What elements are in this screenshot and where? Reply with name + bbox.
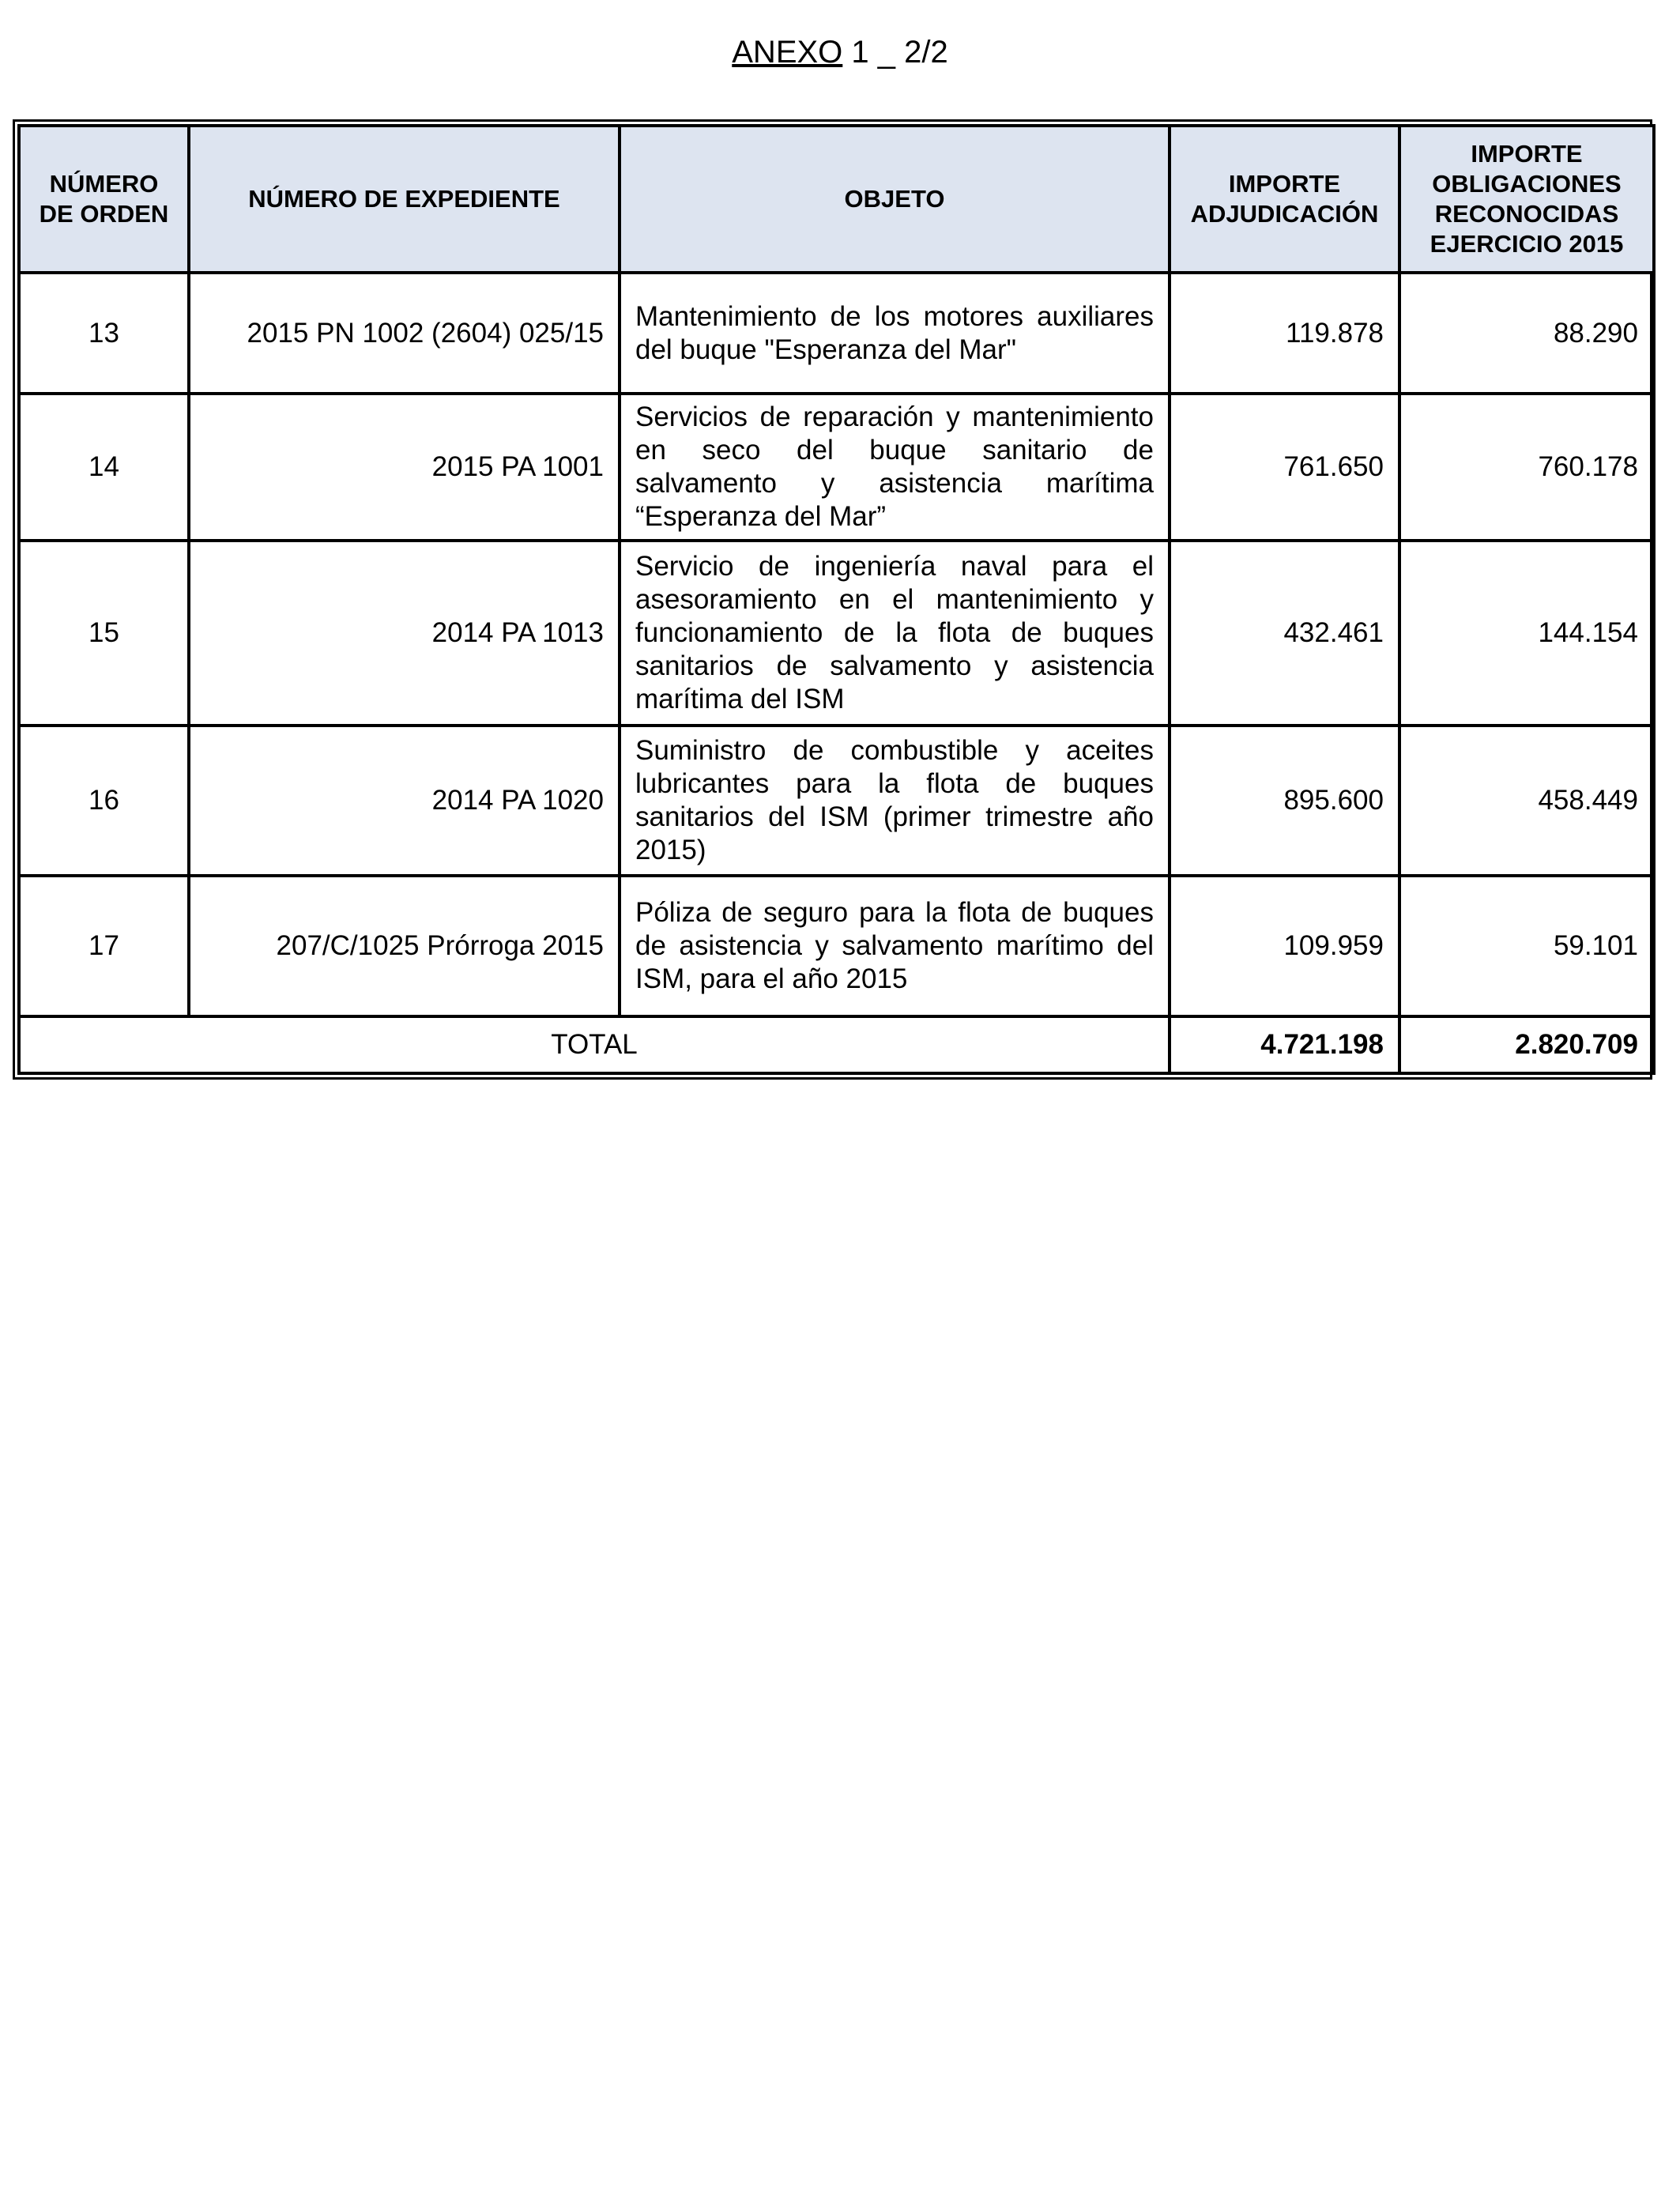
cell-orden: 14 <box>19 394 189 541</box>
table-header-row <box>19 126 1654 273</box>
total-row <box>19 1016 1654 1073</box>
cell-importe-obligaciones: 458.449 <box>1399 726 1654 876</box>
cell-importe-obligaciones: 144.154 <box>1399 541 1654 726</box>
cell-objeto: Suministro de combustible y aceites lubricantes para la flota de buques sanitarios del ISM (primer trimestre año 2015) <box>620 726 1170 876</box>
table-row <box>19 394 1654 541</box>
total-importe-adjudicacion: 4.721.198 <box>1170 1016 1399 1073</box>
cell-objeto: Mantenimiento de los motores auxiliares del buque "Esperanza del Mar" <box>620 273 1170 394</box>
cell-orden: 16 <box>19 726 189 876</box>
cell-objeto: Servicio de ingeniería naval para el asesoramiento en el mantenimiento y funcionamiento de la flota de buques sanitarios de salvamento y asistencia marítima del ISM <box>620 541 1170 726</box>
cell-importe-adjudicacion: 895.600 <box>1170 726 1399 876</box>
cell-importe-adjudicacion: 761.650 <box>1170 394 1399 541</box>
cell-orden: 13 <box>19 273 189 394</box>
cell-objeto: Póliza de seguro para la flota de buques de asistencia y salvamento marítimo del ISM, para el año 2015 <box>620 876 1170 1016</box>
header-importe-adjudicacion: IMPORTE ADJUDICACIÓN <box>1170 126 1399 273</box>
page-title <box>0 32 1680 73</box>
table-row <box>19 541 1654 726</box>
cell-orden: 17 <box>19 876 189 1016</box>
title-annex-word: ANEXO <box>732 35 843 70</box>
cell-expediente: 2014 PA 1020 <box>189 726 620 876</box>
annex-table-frame <box>13 119 1652 1080</box>
header-numero-expediente: NÚMERO DE EXPEDIENTE <box>189 126 620 273</box>
annex-table <box>17 124 1656 1075</box>
table-row <box>19 726 1654 876</box>
title-annex-page: 1 _ 2/2 <box>842 35 948 70</box>
header-numero-orden: NÚMERO DE ORDEN <box>19 126 189 273</box>
cell-orden: 15 <box>19 541 189 726</box>
table-row <box>19 876 1654 1016</box>
header-importe-obligaciones: IMPORTE OBLIGACIONES RECONOCIDAS EJERCICIO 2015 <box>1399 126 1654 273</box>
cell-objeto: Servicios de reparación y mantenimiento en seco del buque sanitario de salvamento y asistencia marítima “Esperanza del Mar” <box>620 394 1170 541</box>
cell-expediente: 207/C/1025 Prórroga 2015 <box>189 876 620 1016</box>
cell-expediente: 2015 PA 1001 <box>189 394 620 541</box>
total-label: TOTAL <box>19 1016 1170 1073</box>
table-row <box>19 273 1654 394</box>
cell-importe-obligaciones: 59.101 <box>1399 876 1654 1016</box>
cell-importe-obligaciones: 760.178 <box>1399 394 1654 541</box>
cell-expediente: 2015 PN 1002 (2604) 025/15 <box>189 273 620 394</box>
cell-importe-obligaciones: 88.290 <box>1399 273 1654 394</box>
cell-importe-adjudicacion: 109.959 <box>1170 876 1399 1016</box>
total-importe-obligaciones: 2.820.709 <box>1399 1016 1654 1073</box>
cell-importe-adjudicacion: 119.878 <box>1170 273 1399 394</box>
header-objeto: OBJETO <box>620 126 1170 273</box>
cell-expediente: 2014 PA 1013 <box>189 541 620 726</box>
cell-importe-adjudicacion: 432.461 <box>1170 541 1399 726</box>
